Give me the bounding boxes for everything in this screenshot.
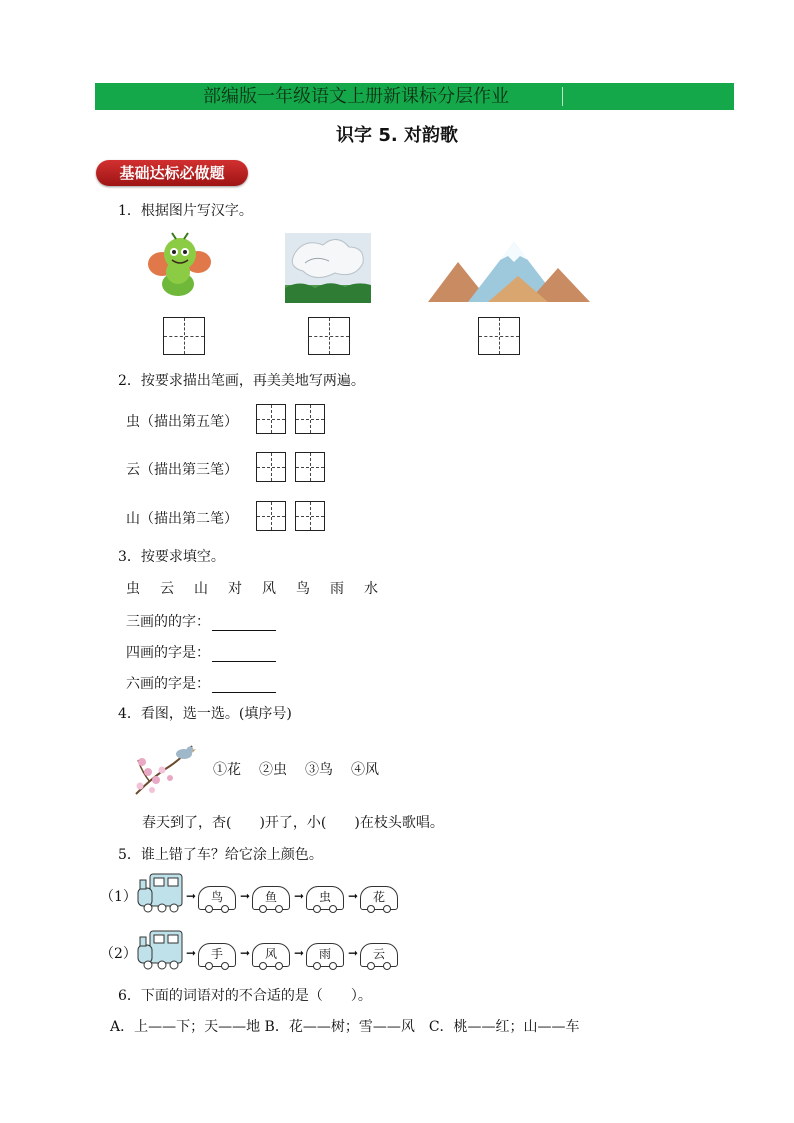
- train-2-car-4[interactable]: 云: [360, 943, 398, 967]
- q4-prompt: 4．看图，选一选。(填序号): [118, 706, 292, 722]
- q2-row-2-box-2[interactable]: [295, 452, 325, 482]
- arrow-icon: ➞: [186, 946, 197, 960]
- q3-line-3-label: 六画的字是：: [126, 676, 210, 692]
- q3-char: 鸟: [296, 581, 310, 597]
- arrow-icon: ➞: [294, 946, 305, 960]
- q2-row-2-box-1[interactable]: [256, 452, 286, 482]
- q3-line-2-label: 四画的字是：: [126, 645, 210, 661]
- q4-option-2: ②虫: [259, 762, 287, 778]
- q5-prompt: 5．谁上错了车？给它涂上颜色。: [118, 847, 323, 863]
- page-title: 识字 5. 对韵歌: [336, 125, 458, 146]
- q3-char: 云: [160, 581, 174, 597]
- q1-answer-box-1[interactable]: [163, 317, 205, 355]
- train-2-car-3[interactable]: 雨: [306, 943, 344, 967]
- q2-prompt: 2．按要求描出笔画，再美美地写两遍。: [118, 373, 365, 389]
- q2-row-1-box-1[interactable]: [256, 404, 286, 434]
- section-badge: 基础达标必做题: [96, 160, 248, 186]
- q2-row-3-box-1[interactable]: [256, 501, 286, 531]
- q2-row-3: 山（描出第二笔）: [126, 511, 238, 527]
- train-1-car-2[interactable]: 鱼: [252, 886, 290, 910]
- q2-row-1-box-2[interactable]: [295, 404, 325, 434]
- q5-train-1-label: （1）: [100, 889, 137, 905]
- q4-option-1: ①花: [213, 762, 241, 778]
- q4-options: [213, 759, 379, 779]
- q3-char: 虫: [126, 581, 140, 597]
- q4-sentence: 春天到了，杏( )开了，小( )在枝头歌唱。: [142, 815, 444, 831]
- q3-char: 雨: [330, 581, 344, 597]
- q3-line-1: [126, 611, 276, 631]
- train-1-car-3[interactable]: 虫: [306, 886, 344, 910]
- arrow-icon: ➞: [240, 946, 251, 960]
- q4-option-4: ④风: [351, 762, 379, 778]
- q3-char: 对: [228, 581, 242, 597]
- q3-line-1-label: 三画的的字：: [126, 614, 210, 630]
- train-1-car-4[interactable]: 花: [360, 886, 398, 910]
- q4-option-3: ③鸟: [305, 762, 333, 778]
- q1-answer-box-2[interactable]: [308, 317, 350, 355]
- q3-char: 山: [194, 581, 208, 597]
- blossom-bird-icon: [130, 736, 196, 798]
- mountain-icon: [428, 238, 590, 304]
- locomotive-icon: [136, 872, 184, 914]
- q3-char: 风: [262, 581, 276, 597]
- locomotive-icon: [136, 929, 184, 971]
- header-banner: [95, 83, 734, 110]
- q3-blank-2[interactable]: [212, 647, 276, 662]
- arrow-icon: ➞: [240, 889, 251, 903]
- q1-prompt: 1．根据图片写汉字。: [118, 203, 253, 219]
- q3-line-3: [126, 673, 276, 693]
- q3-char: 水: [364, 581, 378, 597]
- train-1-car-1[interactable]: 鸟: [198, 886, 236, 910]
- q6-prompt: 6．下面的词语对的不合适的是（ ）。: [118, 988, 372, 1004]
- q6-options: A．上——下；天——地 B．花——树；雪——风 C．桃——红；山——车: [110, 1019, 580, 1035]
- arrow-icon: ➞: [348, 889, 359, 903]
- q3-blank-1[interactable]: [212, 616, 276, 631]
- cloud-icon: [285, 233, 371, 303]
- train-2-car-1[interactable]: 手: [198, 943, 236, 967]
- caterpillar-icon: [138, 232, 222, 302]
- q3-prompt: 3．按要求填空。: [118, 549, 225, 565]
- arrow-icon: ➞: [348, 946, 359, 960]
- q2-row-3-box-2[interactable]: [295, 501, 325, 531]
- q3-blank-3[interactable]: [212, 678, 276, 693]
- arrow-icon: ➞: [186, 889, 197, 903]
- banner-text: 部编版一年级语文上册新课标分层作业: [203, 86, 509, 107]
- q5-train-2-label: （2）: [100, 946, 137, 962]
- q3-char-list: [126, 578, 398, 598]
- q2-row-2: 云（描出第三笔）: [126, 462, 238, 478]
- q2-row-1: 虫（描出第五笔）: [126, 414, 238, 430]
- train-2-car-2[interactable]: 风: [252, 943, 290, 967]
- arrow-icon: ➞: [294, 889, 305, 903]
- q3-line-2: [126, 642, 276, 662]
- banner-divider: [562, 87, 563, 106]
- q1-answer-box-3[interactable]: [478, 317, 520, 355]
